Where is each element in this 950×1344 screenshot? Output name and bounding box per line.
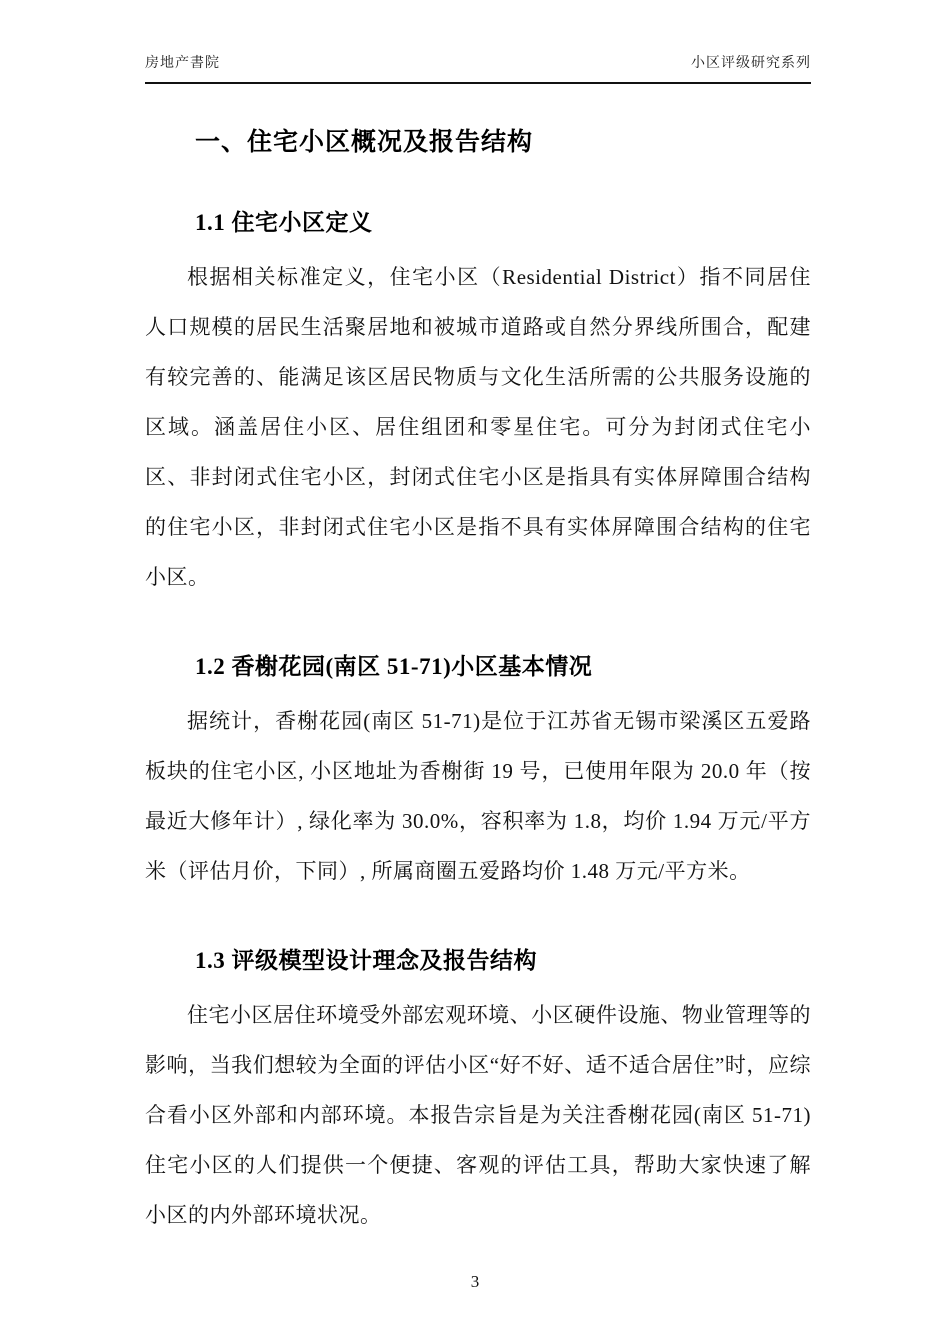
page-header xyxy=(145,0,811,84)
header-left-text: 房地产書院 xyxy=(145,56,220,71)
page-number: 3 xyxy=(470,1272,480,1291)
page-content xyxy=(145,0,811,1240)
section-paragraph-1-1: 根据相关标准定义，住宅小区（Residential District）指不同居住人口规模的居民生活聚居地和被城市道路或自然分界线所围合，配建有较完善的、能满足该区居民物质与文化生活所需的公共服务设施的区域。涵盖居住小区、居住组团和零星住宅。可分为封闭式住宅小区、非封闭式住宅小区，封闭式住宅小区是指具有实体屏障围合结构的住宅小区，非封闭式住宅小区是指不具有实体屏障围合结构的住宅小区。 xyxy=(145,265,811,589)
header-right-text: 小区评级研究系列 xyxy=(691,56,811,71)
main-heading: 一、住宅小区概况及报告结构 xyxy=(195,129,534,156)
section-heading-1-2: 1.2 香榭花园(南区 51-71)小区基本情况 xyxy=(195,654,593,679)
section-paragraph-1-2: 据统计，香榭花园(南区 51-71)是位于江苏省无锡市梁溪区五爱路板块的住宅小区, 小区地址为香榭街 19 号，已使用年限为 20.0 年（按最近大修年计）, 绿化率为 30.0%，容积率为 1.8，均价 1.94 万元/平方米（评估月价，下同）, 所属商圈五爱路均价 1.48 万元/平方米。 xyxy=(145,709,811,883)
section-paragraph-1-3: 住宅小区居住环境受外部宏观环境、小区硬件设施、物业管理等的影响，当我们想较为全面的评估小区“好不好、适不适合居住”时，应综合看小区外部和内部环境。本报告宗旨是为关注香榭花园(南区 51-71)住宅小区的人们提供一个便捷、客观的评估工具，帮助大家快速了解小区的内外部环境状况。 xyxy=(145,1003,811,1227)
section-heading-1-1: 1.1 住宅小区定义 xyxy=(195,210,373,235)
section-heading-1-3: 1.3 评级模型设计理念及报告结构 xyxy=(195,948,537,973)
